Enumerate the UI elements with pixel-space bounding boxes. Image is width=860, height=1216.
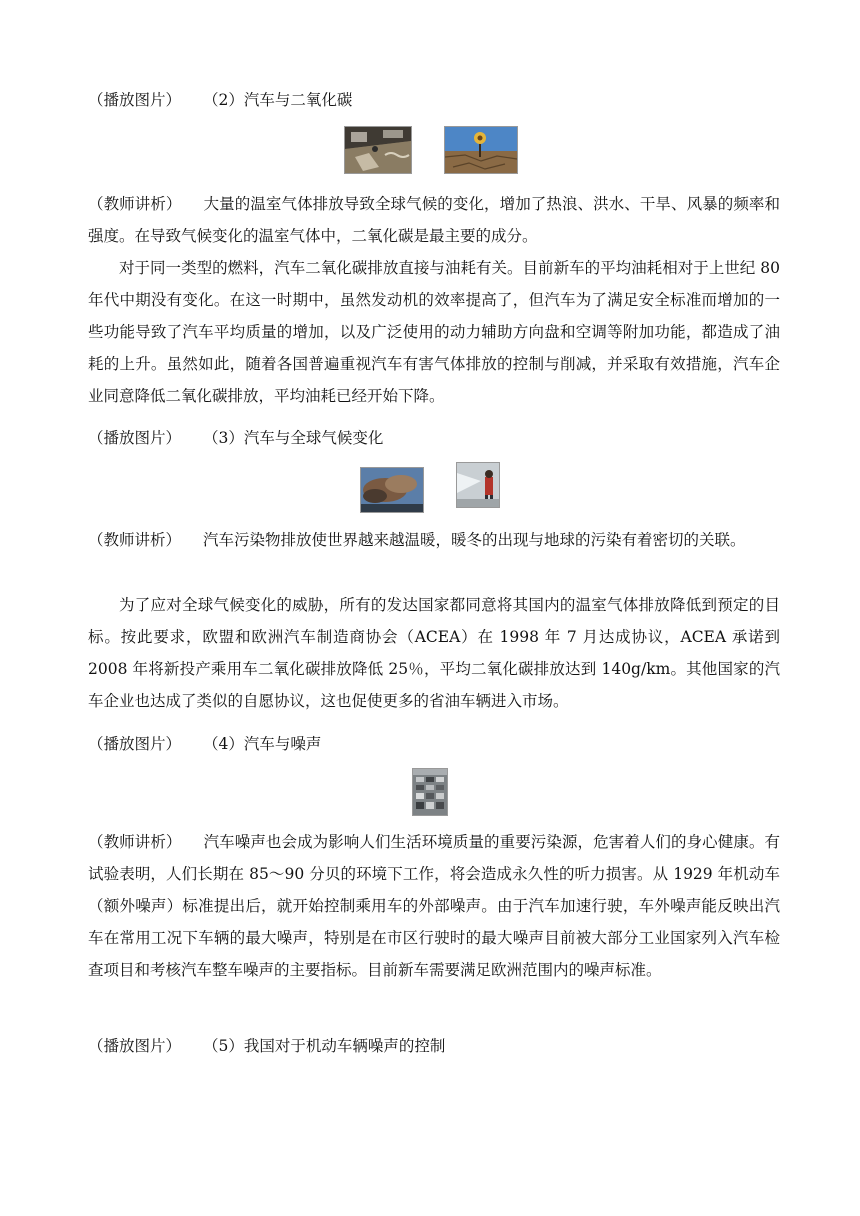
play-picture-line-2 — [88, 90, 352, 110]
play-picture-tag: （播放图片） — [88, 735, 182, 753]
play-picture-tag: （播放图片） — [88, 1037, 182, 1055]
body-paragraph-1: 对于同一类型的燃料，汽车二氧化碳排放直接与油耗有关。目前新车的平均油耗相对于上世纪 80 年代中期没有变化。在这一时期中，虽然发动机的效率提高了，但汽车为了满足安全标准而增加的一些功能导致了汽车平均质量的增加，以及广泛使用的动力辅助方向盘和空调等附加功能，都造成了油耗的上升。虽然如此，随着各国普遍重视汽车有害气体排放的控制与削减，并采取有效措施，汽车企业同意降低二氧化碳排放，平均油耗已经开始下降。 — [88, 259, 780, 405]
teacher-explanation-tag: （教师讲析） — [88, 195, 182, 213]
paragraph-text: 汽车噪声也会成为影响人们生活环境质量的重要污染源，危害着人们的身心健康。有试验表明，人们长期在 85～90 分贝的环境下工作，将会造成永久性的听力损害。从 1929 年机动车（额外噪声）标准提出后，就开始控制乘用车的外部噪声。由于汽车加速行驶，车外噪声能反映出汽车在常用工况下车辆的最大噪声，特别是在市区行驶时的最大噪声目前被大部分工业国家列入汽车检查项目和考核汽车整车噪声的主要指标。目前新车需要满足欧洲范围内的噪声标准。 — [88, 833, 780, 979]
play-picture-line-4 — [88, 734, 321, 754]
play-picture-line-5 — [88, 1036, 445, 1056]
teacher-explanation-paragraph-2 — [88, 524, 780, 556]
paragraph-text: 汽车污染物排放使世界越来越温暖，暖冬的出现与地球的污染有着密切的关联。 — [203, 531, 746, 549]
section-heading: （4）汽车与噪声 — [203, 735, 322, 753]
section-heading: （3）汽车与全球气候变化 — [203, 429, 384, 447]
teacher-explanation-tag: （教师讲析） — [88, 531, 182, 549]
play-picture-line-3 — [88, 428, 383, 448]
drought-image — [444, 126, 518, 174]
play-picture-tag: （播放图片） — [88, 91, 182, 109]
section-heading: （5）我国对于机动车辆噪声的控制 — [203, 1037, 446, 1055]
teacher-explanation-paragraph-3 — [88, 826, 780, 986]
teacher-explanation-paragraph-1 — [88, 188, 780, 252]
snow-spraying-image — [456, 462, 500, 508]
paragraph-text: 大量的温室气体排放导致全球气候的变化，增加了热浪、洪水、干旱、风暴的频率和强度。在导致气候变化的温室气体中，二氧化碳是最主要的成分。 — [88, 195, 780, 245]
teacher-explanation-tag: （教师讲析） — [88, 833, 182, 851]
flood-image — [344, 126, 412, 174]
smoke-clouds-image — [360, 467, 424, 513]
section-heading: （2）汽车与二氧化碳 — [203, 91, 353, 109]
traffic-jam-image — [412, 768, 448, 816]
body-paragraph-2: 为了应对全球气候变化的威胁，所有的发达国家都同意将其国内的温室气体排放降低到预定的目标。按此要求，欧盟和欧洲汽车制造商协会（ACEA）在 1998 年 7 月达成协议，ACEA 承诺到 2008 年将新投产乘用车二氧化碳排放降低 25％，平均二氧化碳排放达到 140g/km。其他国家的汽车企业也达成了类似的自愿协议，这也促使更多的省油车辆进入市场。 — [88, 596, 780, 710]
play-picture-tag: （播放图片） — [88, 429, 182, 447]
